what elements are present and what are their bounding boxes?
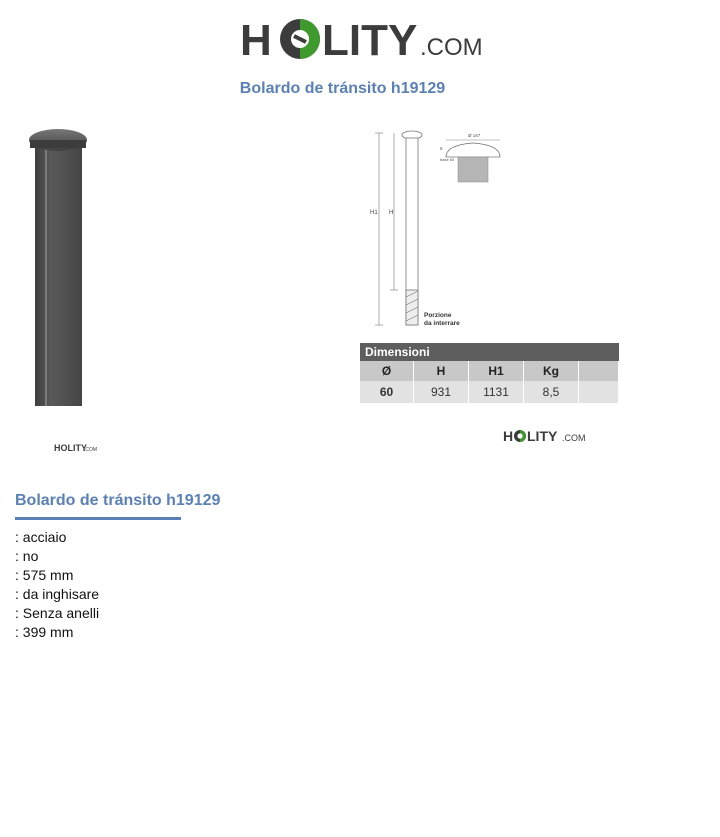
- svg-text:.COM: .COM: [562, 433, 586, 443]
- bollard-photo[interactable]: [28, 124, 90, 414]
- portion-label-1: Porzione: [424, 312, 452, 319]
- portion-label-2: da interrare: [424, 320, 460, 327]
- h1-label: H1: [370, 210, 378, 216]
- holity-logo[interactable]: [240, 12, 485, 68]
- cap-height-label: 5: [440, 146, 443, 151]
- technical-drawing[interactable]: [360, 125, 620, 335]
- section-title: Bolardo de tránsito h19129: [15, 492, 221, 509]
- spec-item: : no: [15, 548, 39, 564]
- spec-item: : Senza anelli: [15, 605, 100, 621]
- header-empty: [579, 361, 619, 381]
- holity-logo-o-icon: [280, 19, 320, 59]
- svg-text:H: H: [503, 428, 514, 444]
- dimensions-table-title: Dimensioni: [360, 343, 619, 361]
- cell-h: 931: [414, 381, 469, 403]
- header-h1: H1: [469, 361, 524, 381]
- table-row: [360, 381, 619, 403]
- svg-text:.COM: .COM: [420, 34, 483, 61]
- spec-item: : 575 mm: [15, 567, 74, 583]
- header-diameter: Ø: [360, 361, 414, 381]
- holity-drawing-logo: [503, 427, 587, 445]
- cell-h1: 1131: [469, 381, 524, 403]
- spec-list: [15, 528, 99, 642]
- svg-text:HOLITY: HOLITY: [54, 443, 87, 453]
- holity-small-logo: [54, 441, 98, 453]
- diameter-label: Ø 167: [468, 133, 481, 138]
- spec-item: : acciaio: [15, 529, 67, 545]
- buried-portion-hatch: [406, 290, 418, 325]
- svg-text:.COM: .COM: [84, 447, 98, 453]
- header-kg: Kg: [524, 361, 579, 381]
- svg-text:H: H: [240, 16, 272, 65]
- h-label: H: [389, 210, 394, 216]
- header-h: H: [414, 361, 469, 381]
- base-label: base 60: [440, 157, 455, 162]
- table-header-row: [360, 361, 619, 381]
- spec-item: : da inghisare: [15, 586, 100, 602]
- spec-item: : 399 mm: [15, 624, 74, 640]
- cell-kg: 8,5: [524, 381, 579, 403]
- page-title: Bolardo de tránsito h19129: [239, 80, 446, 97]
- cell-empty: [579, 381, 619, 403]
- cell-diameter: 60: [360, 381, 414, 403]
- dimensions-table: [360, 343, 619, 403]
- section-divider: [15, 517, 181, 520]
- svg-text:LITY: LITY: [322, 16, 418, 65]
- svg-text:LITY: LITY: [527, 428, 558, 444]
